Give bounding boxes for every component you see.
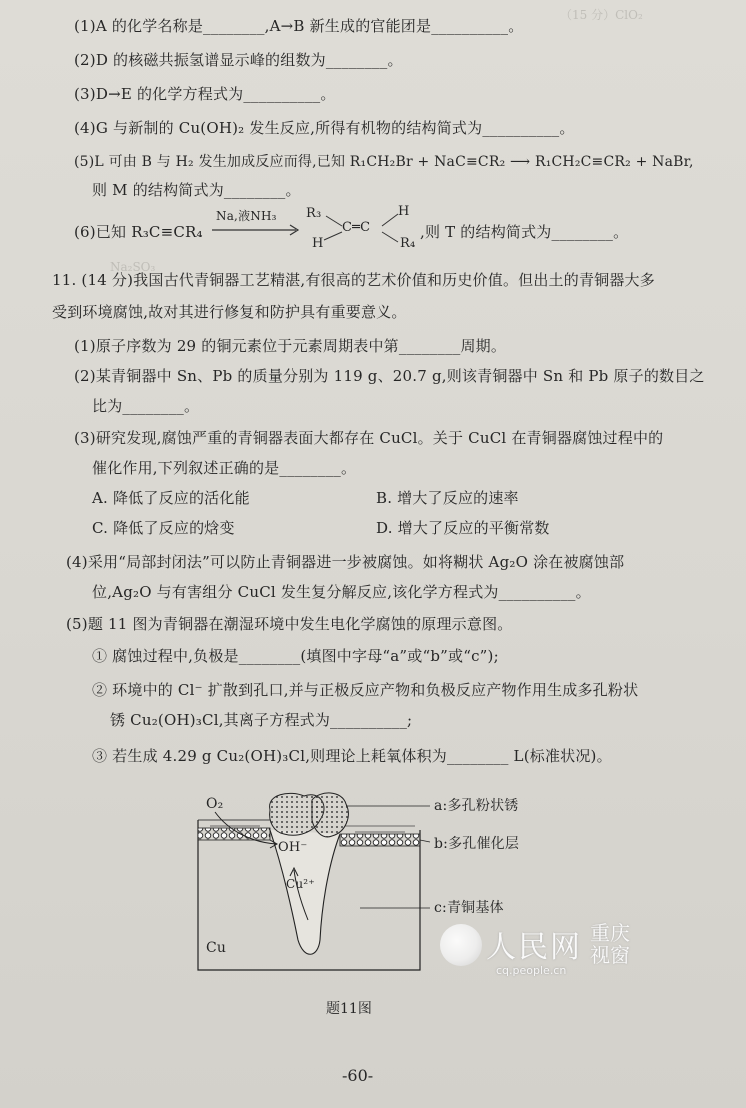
q11-part4-line1: (4)采用“局部封闭法”可以防止青铜器进一步被腐蚀。如将糊状 Ag₂O 涂在被腐蚀部	[66, 553, 625, 571]
struct-h-right: H	[398, 204, 410, 219]
q11-part5-sub3: ③ 若生成 4.29 g Cu₂(OH)₃Cl,则理论上耗氧体积为________ L(标准状况)。	[92, 747, 612, 765]
reaction-arrow-icon	[210, 222, 302, 238]
people-logo-icon	[440, 924, 482, 966]
watermark-region: 重庆 视窗	[590, 921, 630, 967]
bond-lines-icon	[306, 200, 426, 256]
hydroxide-label: OH⁻	[278, 840, 308, 855]
cu2-label: Cu²⁺	[286, 877, 315, 891]
struct-h-left: H	[312, 236, 324, 251]
q10-part6-prefix: (6)已知 R₃C≡CR₄	[74, 223, 203, 241]
q11-part3-line1: (3)研究发现,腐蚀严重的青铜器表面大都存在 CuCl。关于 CuCl 在青铜器腐蚀过程中的	[74, 429, 664, 447]
q10-part5-line1: (5)L 可由 B 与 H₂ 发生加成反应而得,已知 R₁CH₂Br + NaC≡CR₂ ⟶ R₁CH₂C≡CR₂ + NaBr,	[74, 154, 694, 170]
q11-heading-line2: 受到环境腐蚀,故对其进行修复和防护具有重要意义。	[52, 303, 407, 321]
struct-r4: R₄	[400, 236, 416, 251]
q10-part6-condition: Na,液NH₃	[216, 209, 277, 223]
q11-part2-line1: (2)某青铜器中 Sn、Pb 的质量分别为 119 g、20.7 g,则该青铜器中 Sn 和 Pb 原子的数目之	[74, 367, 705, 385]
bleed-through-text: Na₂SO₃	[110, 260, 156, 274]
label-a: a:多孔粉状锈	[434, 798, 519, 814]
struct-r3: R₃	[306, 206, 322, 221]
q11-part2-line2: 比为________。	[92, 397, 200, 415]
q11-part4-line2: 位,Ag₂O 与有害组分 CuCl 发生复分解反应,该化学方程式为__________。	[92, 583, 591, 601]
watermark-url: cq.people.cn	[496, 964, 567, 977]
option-d: D. 增大了反应的平衡常数	[376, 519, 550, 537]
option-a: A. 降低了反应的活化能	[92, 489, 250, 507]
option-b: B. 增大了反应的速率	[376, 489, 519, 507]
label-b: b:多孔催化层	[434, 836, 520, 852]
q11-part5-sub2-line1: ② 环境中的 Cl⁻ 扩散到孔口,并与正极反应产物和负极反应产物作用生成多孔粉状	[92, 681, 639, 699]
figure-caption: 题11图	[326, 1001, 372, 1017]
q10-part3: (3)D→E 的化学方程式为__________。	[74, 85, 336, 103]
o2-label: O₂	[206, 796, 224, 812]
q11-part5-sub1: ① 腐蚀过程中,负极是________(填图中字母“a”或“b”或“c”);	[92, 647, 499, 665]
struct-double-bond: C═C	[342, 220, 371, 235]
bleed-through-text: （15 分）ClO₂	[560, 8, 643, 22]
q10-part1: (1)A 的化学名称是________,A→B 新生成的官能团是__________。	[74, 17, 524, 35]
watermark-brand: 人民网	[486, 930, 582, 965]
q10-part2: (2)D 的核磁共振氢谱显示峰的组数为________。	[74, 51, 403, 69]
q11-part3-line2: 催化作用,下列叙述正确的是________。	[92, 459, 357, 477]
page-number: -60-	[342, 1066, 374, 1085]
q11-part5: (5)题 11 图为青铜器在潮湿环境中发生电化学腐蚀的原理示意图。	[66, 615, 513, 633]
q10-part6-suffix: ,则 T 的结构简式为________。	[420, 223, 629, 241]
label-c: c:青铜基体	[434, 900, 504, 916]
alkene-structure	[306, 200, 426, 256]
q11-part5-sub2-line2: 锈 Cu₂(OH)₃Cl,其离子方程式为__________;	[110, 711, 413, 729]
q11-heading-line1: 11. (14 分)我国古代青铜器工艺精湛,有很高的艺术价值和历史价值。但出土的青铜器大多	[52, 271, 655, 289]
people-cn-watermark	[440, 918, 690, 988]
q11-part1: (1)原子序数为 29 的铜元素位于元素周期表中第________周期。	[74, 337, 507, 355]
cu-label: Cu	[206, 940, 227, 956]
q10-part5-line2: 则 M 的结构简式为________。	[92, 181, 301, 199]
q10-part4: (4)G 与新制的 Cu(OH)₂ 发生反应,所得有机物的结构简式为__________。	[74, 119, 575, 137]
option-c: C. 降低了反应的焓变	[92, 519, 235, 537]
